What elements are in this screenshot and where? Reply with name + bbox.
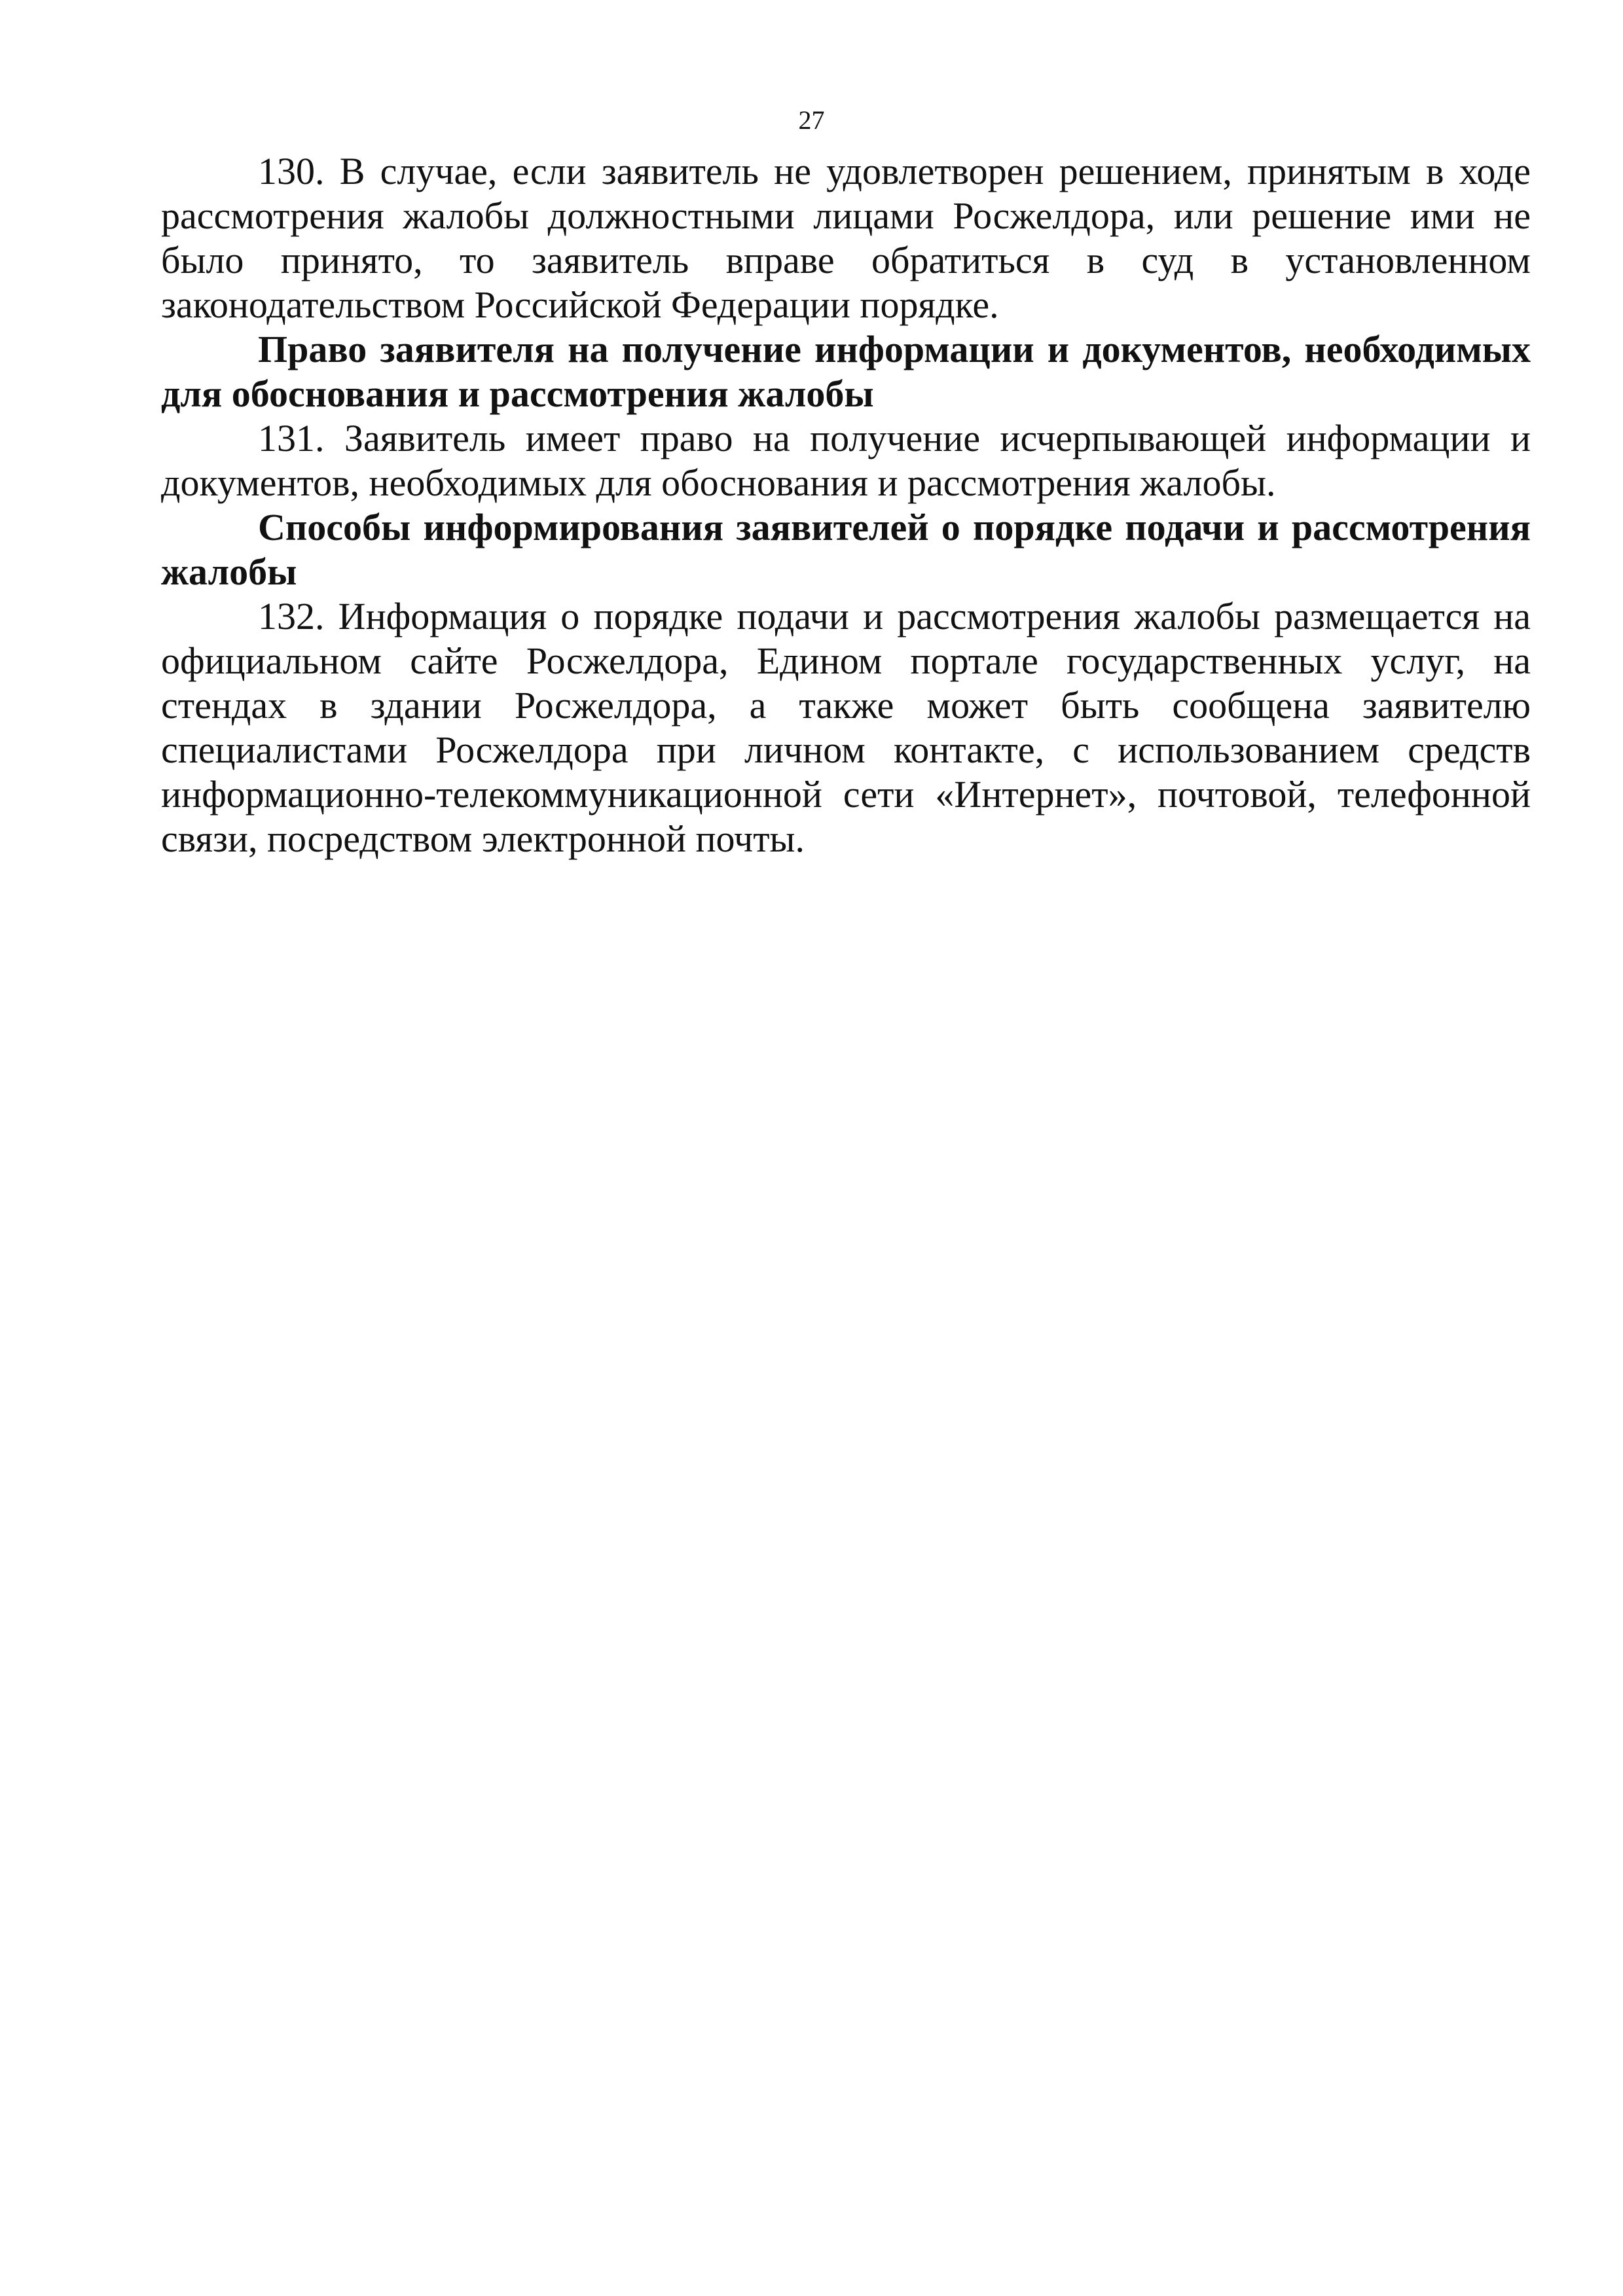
section-heading-informing-methods: Способы информирования заявителей о порядке подачи и рассмотрения жалобы bbox=[161, 506, 1531, 593]
page-number: 27 bbox=[798, 105, 825, 135]
section-heading-right-to-information: Право заявителя на получение информации и документов, необходимых для обоснования и рассмотрения жалобы bbox=[161, 328, 1531, 415]
paragraph-130: 130. В случае, если заявитель не удовлетворен решением, принятым в ходе рассмотрения жалобы должностными лицами Росжелдора, или решение ими не было принято, то заявитель вправе обратиться в суд в установленном законодательством Российской Федерации порядке. bbox=[161, 150, 1531, 326]
paragraph-131: 131. Заявитель имеет право на получение исчерпывающей информации и документов, необходимых для обоснования и рассмотрения жалобы. bbox=[161, 417, 1531, 504]
document-body bbox=[161, 149, 1531, 861]
paragraph-132: 132. Информация о порядке подачи и рассмотрения жалобы размещается на официальном сайте Росжелдора, Едином портале государственных услуг, на стендах в здании Росжелдора, а также может быть сообщена заявителю специалистами Росжелдора при личном контакте, с использованием средств информационно-телекоммуникационной сети «Интернет», почтовой, телефонной связи, посредством электронной почты. bbox=[161, 595, 1531, 860]
